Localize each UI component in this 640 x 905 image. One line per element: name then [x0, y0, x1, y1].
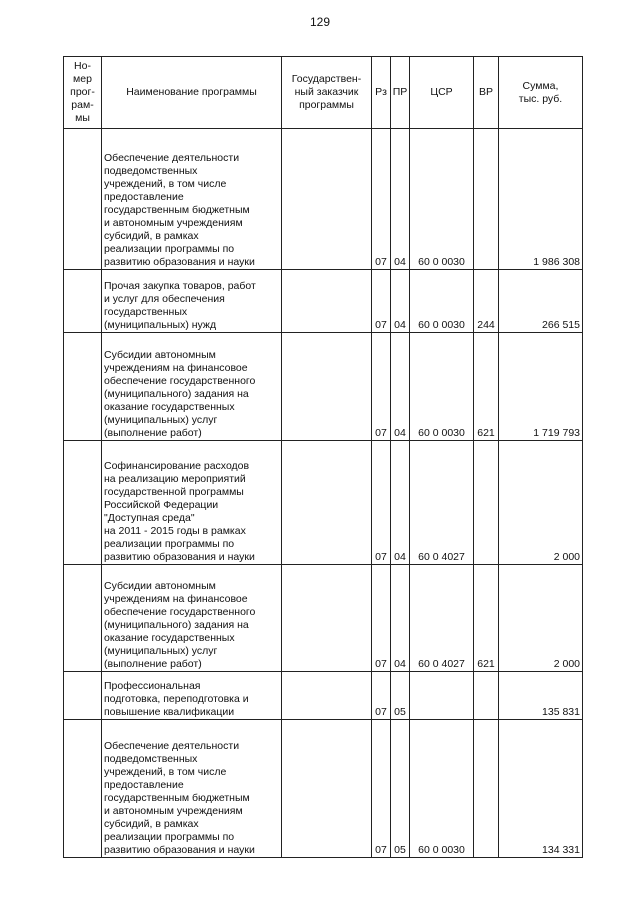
cell-section: 07	[372, 720, 391, 858]
cell-subsection: 04	[391, 441, 410, 565]
cell-section: 07	[372, 441, 391, 565]
cell-target-article	[410, 672, 474, 720]
cell-program-name: Софинансирование расходов на реализацию мероприятий государственной программы Российской Федерации "Доступная среда" на 2011 - 2015 годы в рамках реализации программы по развитию образования и науки	[102, 441, 282, 565]
cell-program-number	[64, 129, 102, 270]
table-row	[64, 333, 583, 441]
cell-program-number	[64, 720, 102, 858]
table-row	[64, 672, 583, 720]
cell-program-name: Профессиональная подготовка, переподготовка и повышение квалификации	[102, 672, 282, 720]
cell-state-customer	[282, 720, 372, 858]
cell-expense-type	[474, 720, 499, 858]
cell-subsection: 04	[391, 333, 410, 441]
cell-state-customer	[282, 129, 372, 270]
cell-section: 07	[372, 565, 391, 672]
header-program-number: Но- мер прог- рам- мы	[64, 57, 102, 129]
cell-state-customer	[282, 333, 372, 441]
cell-amount: 135 831	[499, 672, 583, 720]
cell-program-number	[64, 441, 102, 565]
cell-program-number	[64, 672, 102, 720]
cell-section: 07	[372, 129, 391, 270]
table-row	[64, 270, 583, 333]
cell-amount: 1 719 793	[499, 333, 583, 441]
cell-expense-type	[474, 129, 499, 270]
cell-amount: 2 000	[499, 565, 583, 672]
header-subsection: ПР	[391, 57, 410, 129]
header-section: Рз	[372, 57, 391, 129]
cell-amount: 134 331	[499, 720, 583, 858]
cell-program-name: Обеспечение деятельности подведомственных учреждений, в том числе предоставление государственным бюджетным и автономным учреждениям субсидий, в рамках реализации программы по развитию образования и науки	[102, 129, 282, 270]
cell-section: 07	[372, 672, 391, 720]
table-row	[64, 441, 583, 565]
header-target-article: ЦСР	[410, 57, 474, 129]
cell-program-name: Обеспечение деятельности подведомственных учреждений, в том числе предоставление государственным бюджетным и автономным учреждениям субсидий, в рамках реализации программы по развитию образования и науки	[102, 720, 282, 858]
header-program-name: Наименование программы	[102, 57, 282, 129]
cell-target-article: 60 0 0030	[410, 720, 474, 858]
cell-target-article: 60 0 4027	[410, 441, 474, 565]
cell-program-number	[64, 333, 102, 441]
cell-subsection: 05	[391, 720, 410, 858]
cell-state-customer	[282, 270, 372, 333]
cell-state-customer	[282, 565, 372, 672]
cell-expense-type: 621	[474, 333, 499, 441]
header-expense-type: ВР	[474, 57, 499, 129]
cell-expense-type: 244	[474, 270, 499, 333]
cell-target-article: 60 0 0030	[410, 333, 474, 441]
header-state-customer: Государствен- ный заказчик программы	[282, 57, 372, 129]
cell-target-article: 60 0 4027	[410, 565, 474, 672]
cell-section: 07	[372, 333, 391, 441]
cell-subsection: 05	[391, 672, 410, 720]
cell-section: 07	[372, 270, 391, 333]
cell-expense-type	[474, 672, 499, 720]
cell-expense-type	[474, 441, 499, 565]
cell-program-name: Субсидии автономным учреждениям на финансовое обеспечение государственного (муниципального) задания на оказание государственных (муниципальных) услуг (выполнение работ)	[102, 565, 282, 672]
cell-state-customer	[282, 441, 372, 565]
table-row	[64, 565, 583, 672]
page-number: 129	[309, 15, 331, 29]
table-row	[64, 720, 583, 858]
cell-amount: 2 000	[499, 441, 583, 565]
cell-subsection: 04	[391, 129, 410, 270]
cell-amount: 266 515	[499, 270, 583, 333]
cell-subsection: 04	[391, 565, 410, 672]
cell-program-name: Прочая закупка товаров, работ и услуг для обеспечения государственных (муниципальных) нужд	[102, 270, 282, 333]
table-row	[64, 129, 583, 270]
cell-amount: 1 986 308	[499, 129, 583, 270]
cell-target-article: 60 0 0030	[410, 270, 474, 333]
header-amount: Сумма, тыс. руб.	[499, 57, 583, 129]
cell-state-customer	[282, 672, 372, 720]
cell-subsection: 04	[391, 270, 410, 333]
cell-target-article: 60 0 0030	[410, 129, 474, 270]
budget-table	[63, 56, 583, 858]
cell-program-name: Субсидии автономным учреждениям на финансовое обеспечение государственного (муниципального) задания на оказание государственных (муниципальных) услуг (выполнение работ)	[102, 333, 282, 441]
cell-program-number	[64, 565, 102, 672]
table-header-row	[64, 57, 583, 129]
cell-expense-type: 621	[474, 565, 499, 672]
cell-program-number	[64, 270, 102, 333]
